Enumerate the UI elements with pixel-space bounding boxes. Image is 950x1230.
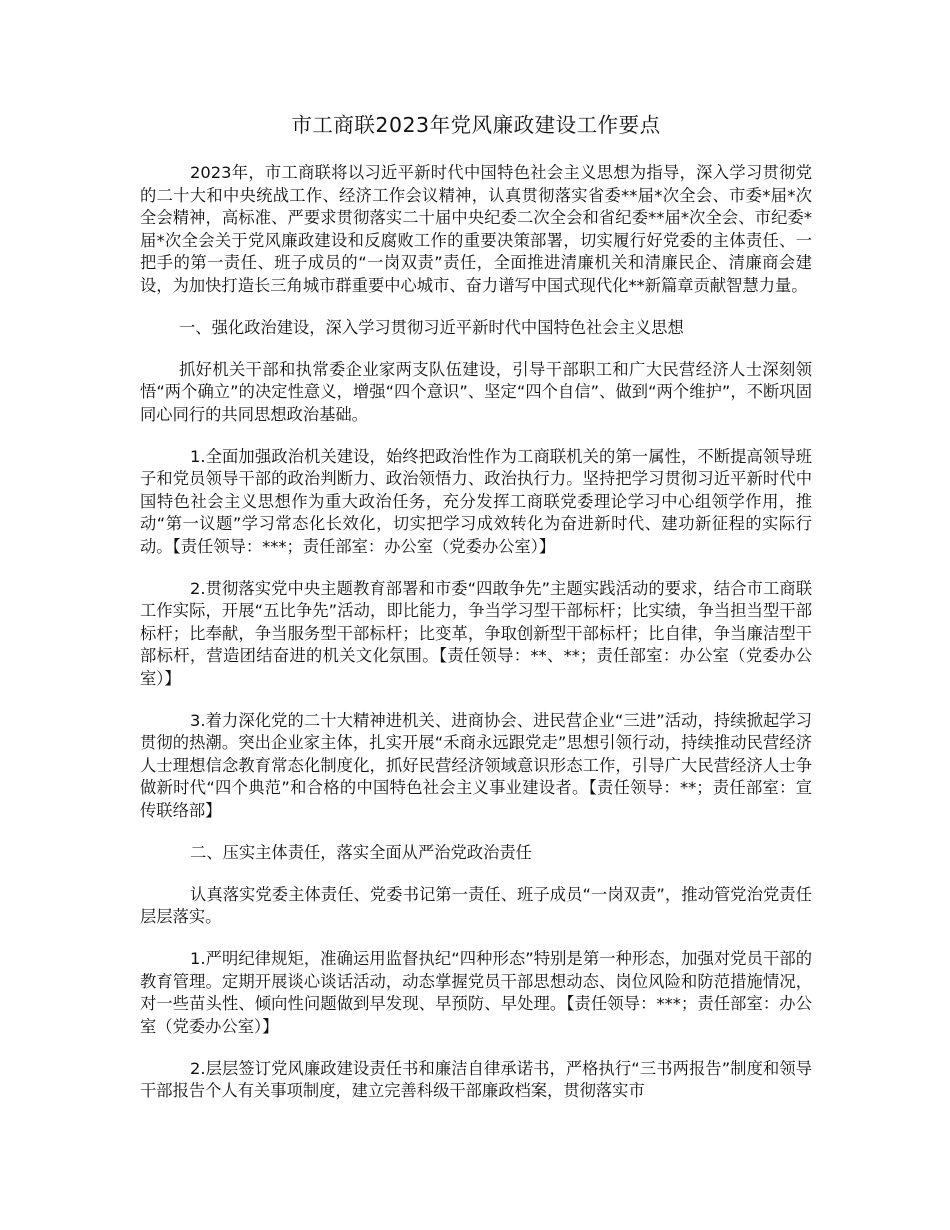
section-2-item-1: 1.严明纪律规矩，准确运用监督执纪“四种形态”特别是第一种形态，加强对党员干部的教育管理。定期开展谈心谈话活动，动态掌握党员干部思想动态、岗位风险和防范措施情况，对一些苗头性、倾向性问题做到早发现、早预防、早处理。【责任领导：***；责任部室：办公室（党委办公室）】	[140, 949, 812, 1036]
section-heading-2: 二、压实主体责任，落实全面从严治党政治责任	[190, 842, 532, 862]
document-page	[140, 110, 812, 1122]
intro-paragraph: 2023年，市工商联将以习近平新时代中国特色社会主义思想为指导，深入学习贯彻党的二十大和中央统战工作、经济工作会议精神，认真贯彻落实省委**届*次全会、市委*届*次全会精神，高标准、严要求贯彻落实二十届中央纪委二次全会和省纪委**届*次全会、市纪委*届*次全会关于党风廉政建设和反腐败工作的重要决策部署，切实履行好党委的主体责任、一把手的第一责任、班子成员的“一岗双责”责任，全面推进清廉机关和清廉民企、清廉商会建设，为加快打造长三角城市群重要中心城市、奋力谱写中国式现代化**新篇章贡献智慧力量。	[140, 163, 812, 295]
section-2-intro-paragraph: 认真落实党委主体责任、党委书记第一责任、班子成员“一岗双责”，推动管党治党责任层层落实。	[140, 884, 812, 926]
section-1-item-1: 1.全面加强政治机关建设，始终把政治性作为工商联机关的第一属性，不断提高领导班子和党员领导干部的政治判断力、政治领悟力、政治执行力。坚持把学习贯彻习近平新时代中国特色社会主义思想作为重大政治任务，充分发挥工商联党委理论学习中心组领学作用，推动“第一议题”学习常态化长效化，切实把学习成效转化为奋进新时代、建功新征程的实际行动。【责任领导：***；责任部室：办公室（党委办公室）】	[140, 446, 812, 556]
section-2-item-2: 2.层层签订党风廉政建设责任书和廉洁自律承诺书，严格执行“三书两报告”制度和领导干部报告个人有关事项制度，建立完善科级干部廉政档案，贯彻落实市	[140, 1058, 812, 1100]
section-1-intro-paragraph: 抓好机关干部和执常委企业家两支队伍建设，引导干部职工和广大民营经济人士深刻领悟“两个确立”的决定性意义，增强“四个意识”、坚定“四个自信”、做到“两个维护”，不断巩固同心同行的共同思想政治基础。	[140, 359, 812, 424]
document-title: 市工商联2023年党风廉政建设工作要点	[291, 113, 661, 137]
section-1-item-2: 2.贯彻落实党中央主题教育部署和市委“四敢争先”主题实践活动的要求，结合市工商联工作实际，开展“五比争先”活动，即比能力，争当学习型干部标杆；比实绩，争当担当型干部标杆；比奉献，争当服务型干部标杆；比变革，争取创新型干部标杆；比自律，争当廉洁型干部标杆，营造团结奋进的机关文化氛围。【责任领导：**、**；责任部室：办公室（党委办公室）】	[140, 578, 812, 688]
section-1-item-3: 3.着力深化党的二十大精神进机关、进商协会、进民营企业“三进”活动，持续掀起学习贯彻的热潮。突出企业家主体，扎实开展“禾商永远跟党走”思想引领行动，持续推动民营经济人士理想信念教育常态化制度化，抓好民营经济领域意识形态工作，引导广大民营经济人士争做新时代“四个典范”和合格的中国特色社会主义事业建设者。【责任领导：**；责任部室：宣传联络部】	[140, 710, 812, 820]
section-heading-1: 一、强化政治建设，深入学习贯彻习近平新时代中国特色社会主义思想	[179, 317, 684, 337]
